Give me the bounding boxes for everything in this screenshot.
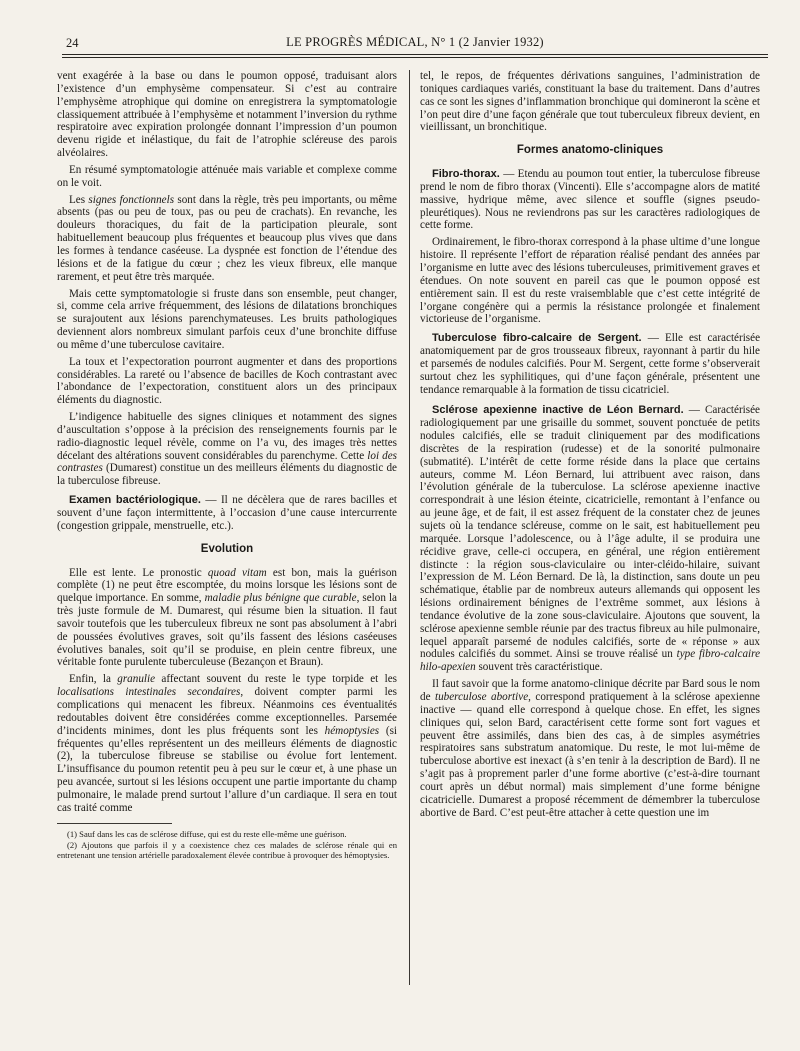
paragraph	[57, 567, 397, 670]
text-run: affectant souvent du reste le type torpide et les	[155, 673, 397, 686]
text-run: sont dans la règle, très peu importants, ou même absents (pas ou peu de toux, pas ou peu de crachats). En revanche, les douleurs thoraciques, du fait de la participation pleurale, sont habituellement beaucoup plus fréquentes et beaucoup plus vives que dans les formes à tendance caséeuse. La dyspnée est fonction de l’étendue des lésions et de la fatigue du cœur ; chez les vieux fibreux, elle manque rarement, et peut être très marquée.	[57, 193, 397, 283]
paragraph	[420, 678, 760, 819]
paragraph: tel, le repos, de fréquentes dérivations sanguines, l’administration de toniques cardiaques variés, constituant la base du traitement. Dans d’autres cas ce sont les signes d’inflammation bronchique qui domineront la scène et l’on peut dire d’une façon générale que tout tuberculeux fibreux devient, en vieillissant, un bronchitique.	[420, 70, 760, 134]
footnote: (1) Sauf dans les cas de sclérose diffuse, qui est du reste elle-même une guérison.	[67, 828, 347, 839]
footnote: (2) Ajoutons que parfois il y a coexistence chez ces malades de sclérose rénale qui en entretenant une tension artérielle paradoxalement élevée contribue à provoquer des hémoptysies.	[57, 839, 397, 860]
running-header	[62, 32, 768, 58]
paragraph: Mais cette symptomatologie si fruste dans son ensemble, peut changer, si, comme cela arrive fréquemment, des lésions de dilatations bronchiques se surajoutent aux lésions parenchymateuses. Les bruits pathologiques deviennent alors nombreux simulant parfois ceux d’une bronchite diffuse ou même d’une tuberculose cavitaire.	[57, 287, 397, 351]
paragraph	[57, 494, 397, 533]
text-run: (Dumarest) constitue un des meilleurs éléments du diagnostic de la tuberculose fibreuse.	[57, 462, 397, 488]
italic-phrase: signes fonctionnels	[88, 193, 175, 206]
text-run: — Caractérisée radiologiquement par une grisaille du sommet, souvent ponctuée de petits nodules calcifiés, elle se traduit cliniquement par des modifications discrètes de la respiration (rudesse) et de la sonorité pulmonaire (submatité). L’intérêt de cette forme réside dans la place que certains auteurs, comme M. Léon Bernard, lui attribuent avec raison, dans l’évolution générale de la tuberculose. La sclérose apexienne inactive correspondrait à une lésion éteinte, cicatricielle, remontant à l’enfance ou au jeune âge, et de fait, il est assez fréquent de la constater chez de jeunes sujets où la tendance scléreuse, comme on le sait, est habituellement peu marquée. Lorsque l’adolescence, ou à l’âge adulte, il se produira une récidive grave, celle-ci occupera, en général, une région entièrement distincte : la région sous-claviculaire ou inter-cléido-hilaire, suivant l’expression de M. Léon Bernard. De là, la distinction, sans doute un peu schématique, établie par de nombreux auteurs allemands qui opposent les lésions ordinairement bénignes de l’extrême sommet, aux lésions à tendance évolutive de la zone sous-claviculaire. Ajoutons que souvent, la sclérose apexienne semble réunie par des tractus fibreux au hile pulmonaire, lequel apparaît parsemé de nodules calcifiés, sorte de « réponse » aux nodules calcifiés du sommet. Ainsi se trouve réalisé un	[420, 404, 760, 661]
paragraph	[57, 673, 397, 814]
left-column	[57, 70, 397, 861]
paragraph	[57, 411, 397, 488]
text-run: , selon la très juste formule de M. Dumarest, qui résume bien la situation. Il faut savoir toutefois que les tuberculeux fibreux ne sont pas absolument à l’abri de poussées évolutives graves, soit qu’ils fassent des lésions caséeuses évolutives banales, soit qu’il se produise, en plein centre fibreux, une véritable fonte purulente tuberculeuse (Bezançon et Braun).	[57, 592, 397, 669]
italic-phrase: granulie	[117, 673, 156, 686]
paragraph: La toux et l’expectoration pourront augmenter et dans des proportions considérables. La rareté ou l’absence de bacilles de Koch contrastant avec l’abondance de l’expectoration, constituent alors un des principaux éléments du diagnostic.	[57, 355, 397, 407]
paragraph: vent exagérée à la base ou dans le poumon opposé, traduisant alors l’existence d’un emphysème compensateur. Si c’est au contraire l’emphysème atrophique qui domine on enregistrera la symptomatologie classiquement attribuée à l’emphysème et notamment l’inversion du rythme respiratoire avec expiration prolongée donnant l’impression d’un poumon devenu rigide et inélastique, du fait de l’atrophie scléreuse des parois alvéolaires.	[57, 70, 397, 160]
italic-phrase: tuberculose abortive	[434, 690, 529, 703]
paragraph	[57, 194, 397, 284]
text-run: , doivent compter parmi les complications qui menacent les fibreux. Néanmoins ces éventualités redoutables doivent être considérées comme exceptionnelles. Parsemée d’incidents minimes, dont les plus fréquents sont les	[57, 686, 397, 737]
text-run: souvent très caractéristique.	[475, 661, 603, 674]
text-run: L’indigence habituelle des signes cliniques et notamment des signes d’auscultation s’oppose à la précision des renseignements fournis par le radio-diagnostic lequel révèle, comme on l’a vu, des images très nettes décelant des altérations souvent considérables du parenchyme. Cette	[57, 411, 397, 462]
right-column	[420, 70, 760, 823]
text-run: (si fréquentes qu’elles représentent un des meilleurs éléments de diagnostic (2), la tuberculose fibreuse se stabilise ou évolue fort lentement. L’insuffisance du poumon retentit peu à peu sur le cœur et, à une phase un peu avancée, surtout si les lésions occupent une partie importante du champ pulmonaire, le malade prend surtout l’allure d’un cardiaque. Il sera en tout cas traité comme	[57, 724, 397, 814]
italic-phrase: localisations intestinales secondaires	[57, 686, 241, 699]
header-rule-bottom	[62, 57, 768, 58]
subsection-heading: Examen bactériologique.	[69, 494, 201, 507]
paragraph	[420, 332, 760, 396]
text-run: , correspond pratiquement à la sclérose apexienne inactive — quand elle correspond à quelque chose. En effet, les signes cliniques qui, selon Bard, caractérisent cette forme sont fort vagues et peuvent être assimilés, dans bien des cas, à de simples asymétries respiratoires sans substratum anatomique. Du reste, le mot lui-même de tuberculose abortive est inexact (à s’en tenir à la description de Bard). Il ne s’agit pas à proprement parler d’une forme abortive (c’est-à-dire tournant court après un début normal) mais simplement d’une forme bénigne cicatricielle. Dumarest a proposé récemment de démembrer la tuberculose abortive de Bard. C’est peut-être attacher à cette question une im	[420, 690, 760, 819]
text-run: Il faut savoir que la forme anatomo-clinique décrite par Bard sous le nom de	[420, 678, 760, 703]
subsection-heading: Sclérose apexienne inactive de Léon Bernard.	[432, 404, 684, 417]
text-run: Les	[69, 193, 89, 206]
text-run: — Il ne décèlera que de rares bacilles et souvent d’une façon intermittente, à l’occasion d’une cause intercurrente (congestion grippale, menstruelle, etc.).	[57, 494, 398, 532]
paragraph: Ordinairement, le fibro-thorax correspond à la phase ultime d’une longue histoire. Il représente l’effort de réparation réalisé pendant des années par l’organisme en lutte avec des lésions tuberculeuses, primitivement graves et étendues. On note souvent en pareil cas que le poumon opposé est entièrement sain. Il est du reste vraisemblable que c’est cette intégrité de l’organe congénère qui a permis la résistance prolongée et finalement victorieuse de l’organisme.	[420, 236, 760, 326]
journal-title: LE PROGRÈS MÉDICAL, N° 1 (2 Janvier 1932)	[286, 35, 544, 49]
text-run: — Elle est caractérisée anatomiquement par de gros trousseaux fibreux, rayonnant à partir du hile et parsemés de nodules calcifiés. Pour M. Sergent, cette forme s’observerait surtout chez les syphilitiques, qui d’une façon générale, présentent une tendance remarquable à la formation de tissu cicatriciel.	[420, 332, 761, 396]
section-heading: Evolution	[200, 542, 254, 555]
paragraph	[420, 404, 760, 674]
italic-phrase: loi des contrastes	[57, 449, 397, 475]
italic-phrase: type fibro-calcaire hilo-apexien	[420, 648, 761, 674]
text-run: Elle est lente. Le pronostic	[69, 566, 208, 579]
section-heading: Formes anatomo-cliniques	[516, 144, 664, 157]
italic-phrase: maladie plus bénigne que curable	[204, 592, 357, 605]
subsection-heading: Fibro-thorax.	[432, 168, 500, 181]
column-divider	[409, 70, 410, 985]
italic-phrase: quoad vitam	[207, 566, 267, 579]
footnote-rule	[57, 823, 172, 824]
italic-phrase: hémoptysies	[324, 724, 380, 737]
subsection-heading: Tuberculose fibro-calcaire de Sergent.	[432, 332, 642, 345]
text-run: est bon, mais la guérison complète (1) ne peut être escomptée, du moins lorsque les lésions sont de quelque importance. En somme,	[57, 566, 397, 605]
text-run: — Etendu au poumon tout entier, la tuberculose fibreuse prend le nom de fibro thorax (Vincenti). Elle s’accompagne alors de matité massive, hydrique même, avec silence et souffle (signes pseudo-pleurétiques). Nous ne reviendrons pas sur les caractères radiologiques de cette forme.	[420, 168, 760, 232]
page-number: 24	[66, 36, 79, 50]
paragraph	[420, 168, 760, 232]
header-rule-top	[62, 54, 768, 55]
paragraph: En résumé symptomatologie atténuée mais variable et complexe comme on le voit.	[57, 163, 397, 189]
text-run: Enfin, la	[69, 673, 118, 686]
